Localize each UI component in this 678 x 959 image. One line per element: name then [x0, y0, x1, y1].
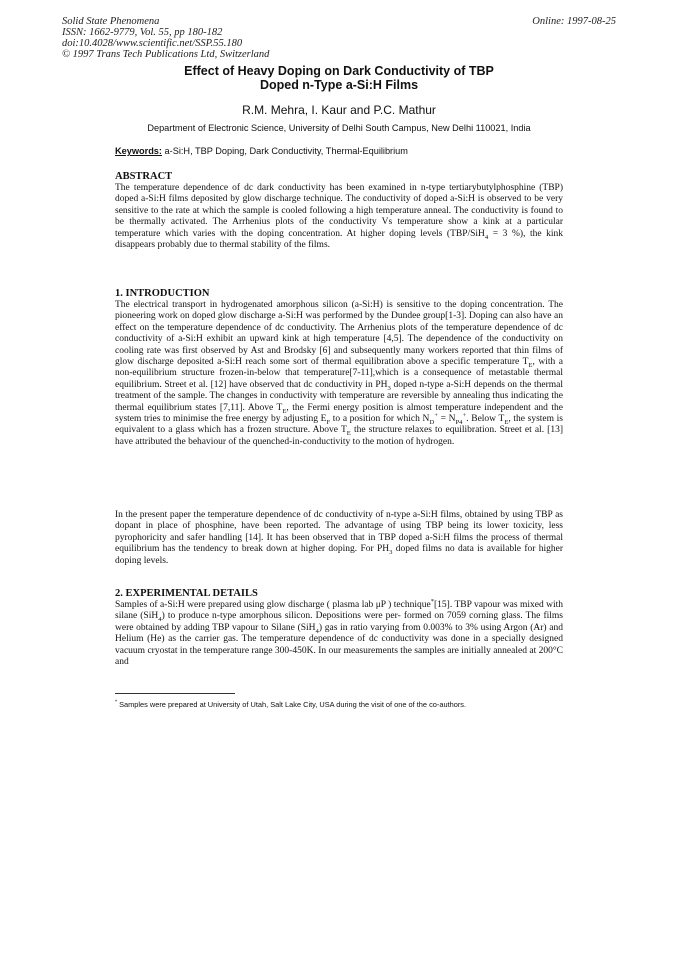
authors: R.M. Mehra, I. Kaur and P.C. Mathur — [242, 103, 436, 117]
keywords — [115, 146, 408, 156]
online-date: Online: 1997-08-25 — [532, 16, 616, 27]
introduction-paragraph-1: The electrical transport in hydrogenated amorphous silicon (a-Si:H) is sensitive to the doping concentration. The pioneering work on doped glow discharge a-Si:H was performed by the Dundee group[1-3]. Doping can also have an effect on the temperature dependence of dc conductivity. The Arrhenius plots of the temperature dependence of dc conductivity of a-Si:H exhibit an upward kink at high temperature [4,5]. The dependence of the conductivity on cooling rate was first observed by Ast and Brodsky [6] and subsequently many workers reported that thin films of glow discharge deposited a-Si:H reach some sort of thermal equilibration above a specific temperature $T_E$, with a non-equilibrium structure frozen-in-below that temperature[7-11],which is a consequence of metastable thermal equilibrium. Street et al. [12] have observed that dc conductivity in $PH_3$ doped n-type a-Si:H depends on the thermal treatment of the sample. The changes in conductivity with temperature are reversible by annealing thus indicating the thermal equilibrium states [7,11]. Above $T_E$, the Fermi energy position is almost temperature independent and the system tries to minimise the free energy by adjusting $E_F$ to a position for which $N_D^+ = N_{P4}^+$. Below $T_E$, the system is equivalent to a glass which has a frozen structure. Above $T_E$ the structure relaxes to equilibration. Street et al. [13] have attributed the behaviour of the quenched-in-conductivity to the motion of hydrogen. — [115, 300, 564, 447]
abstract-heading: ABSTRACT — [115, 171, 173, 182]
introduction-heading: 1. INTRODUCTION — [115, 288, 210, 299]
introduction-paragraph-2: In the present paper the temperature dependence of dc conductivity of n-type a-Si:H films, obtained by using TBP as dopant in place of phosphine, have been reported. The advantage of using TBP being its lower toxicity, less pyrophoricity and safer handling [14]. It has been observed that in TBP doped a-Si:H films the process of thermal equilibrium has the tendency to break down at higher doping. For $PH_3$ doped films no data is available for higher doping levels. — [115, 510, 563, 566]
journal-name: Solid State Phenomena — [62, 16, 160, 27]
title-line-1: Effect of Heavy Doping on Dark Conductivity of TBP — [184, 64, 494, 78]
experimental-heading: 2. EXPERIMENTAL DETAILS — [115, 588, 258, 599]
paper-title — [0, 64, 678, 92]
affiliation: Department of Electronic Science, University of Delhi South Campus, New Delhi 110021, India — [147, 123, 531, 133]
experimental-paragraph: Samples of a-Si:H were prepared using glow discharge ( plasma lab μP ) technique*[15]. TBP vapour was mixed with silane (SiH$_4$) to produce n-type amorphous silicon. Depositions were per- formed on 7059 corning glass. The films were obtained by adding TBP vapour to Silane (SiH$_4$) gas in ratio varying from 0.003% to 3% using Argon (Ar) and Helium (He) as the carrier gas. The temperature dependence of dc conductivity was done in a specially designed vacuum cryostat in the temperature range 300-450K. In our measurements the samples are initially annealed at 200°C and — [115, 597, 564, 668]
keywords-text: a-Si:H, TBP Doping, Dark Conductivity, Thermal-Equilibrium — [161, 146, 408, 156]
abstract-text: The temperature dependence of dc dark conductivity has been examined in n-type tertiarybutylphosphine (TBP) doped a-Si:H films deposited by glow discharge technique. The conductivity of doped a-Si:H is observed to be very sensitive to the rate at which the sample is cooled following a high temperature anneal. The conductivity is found to be thermally activated. The Arrhenius plots of the conductivity Vs temperature show a kink at a particular temperature which varies with the doping concentration. At higher doping levels (TBP/SiH$_4$ = 3 %), the kink disappears probably due to thermal stability of the films. — [115, 183, 563, 251]
keywords-label: Keywords: — [115, 146, 162, 156]
copyright-line: © 1997 Trans Tech Publications Ltd, Switzerland — [62, 49, 270, 60]
footnote-divider — [115, 693, 235, 694]
doi-line: doi:10.4028/www.scientific.net/SSP.55.180 — [62, 38, 243, 49]
journal-header — [62, 16, 269, 60]
title-line-2: Doped n-Type a-Si:H Films — [259, 78, 419, 92]
issn-line: ISSN: 1662-9779, Vol. 55, pp 180-182 — [62, 27, 223, 38]
footnote: * Samples were prepared at University of Utah, Salt Lake City, USA during the visit of one of the co-authors. — [115, 699, 467, 709]
